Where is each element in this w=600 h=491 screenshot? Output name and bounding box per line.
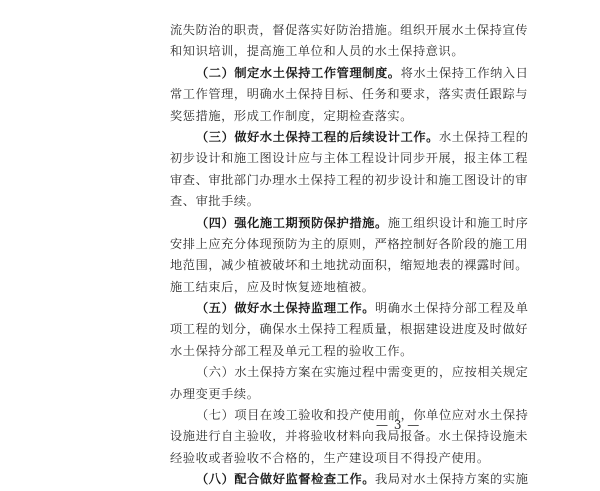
text-line [170,469,529,490]
text-line: 审查、审批部门办理水土保持工程的初步设计和施工图设计的审 [170,172,529,187]
section-heading: （二）制定水土保持工作管理制度。 [196,65,401,80]
section-heading: （八）配合做好监督检查工作。 [196,472,376,487]
section-heading: （五）做好水土保持监理工作。 [196,301,376,316]
text-line: 经验收或者验收不合格的，生产建设项目不得投产使用。 [170,450,490,465]
page-number: — 3 — [376,418,421,432]
text-line: 流失防治的职责，督促落实好防治措施。组织开展水土保持宣传 [170,23,529,37]
text-line: 水土保持分部工程及单元工程的验收工作。 [170,343,413,358]
text-run: 施工组织设计和施工时序 [387,215,529,230]
text-run: 我局对水土保持方案的实施 [375,472,529,487]
paragraph [170,213,529,299]
text-run: 水土保持工程的 [438,129,529,144]
text-run: 明确水土保持分部工程及单 [375,301,529,316]
text-line: （六）水土保持方案在实施过程中需变更的，应按相关规定 [196,365,529,380]
paragraph [170,405,529,469]
paragraph [170,20,529,63]
paragraph [170,63,529,127]
text-line: 常工作管理，明确水土保持目标、任务和要求，落实责任跟踪与 [170,87,529,102]
text-line [170,213,529,234]
text-line: 查、审批手续。 [170,194,260,209]
section-heading: （四）强化施工期预防保护措施。 [196,215,388,230]
paragraph [170,127,529,213]
text-line: 初步设计和施工图设计应与主体工程设计同步开展，报主体工程 [170,151,529,166]
text-line [170,63,529,84]
text-run: 将水土保持工作纳入日 [400,65,529,80]
text-line: 和知识培训，提高施工单位和人员的水土保持意识。 [170,44,465,59]
text-line: 奖惩措施，形成工作制度，定期检查落实。 [170,108,413,123]
text-line: 安排上应充分体现预防为主的原则，严格控制好各阶段的施工用 [170,236,529,251]
section-heading: （三）做好水土保持工程的后续设计工作。 [196,129,439,144]
text-line: 办理变更手续。 [170,386,260,401]
text-line: 项工程的划分，确保水土保持工程质量，根据建设进度及时做好 [170,322,529,337]
paragraph [170,298,529,362]
text-line: 施工结束后，应及时恢复迹地植被。 [170,279,375,294]
paragraph [170,469,529,490]
text-line [170,127,529,148]
paragraph [170,362,529,405]
text-line: 地范围，减少植被破坏和土地扰动面积，缩短地表的裸露时间。 [170,258,529,273]
text-line: （七）项目在竣工验收和投产使用前，你单位应对水土保持 [196,408,529,423]
text-line [170,298,529,319]
text-line: 设施进行自主验收，并将验收材料向我局报备。水土保持设施未 [170,429,529,444]
